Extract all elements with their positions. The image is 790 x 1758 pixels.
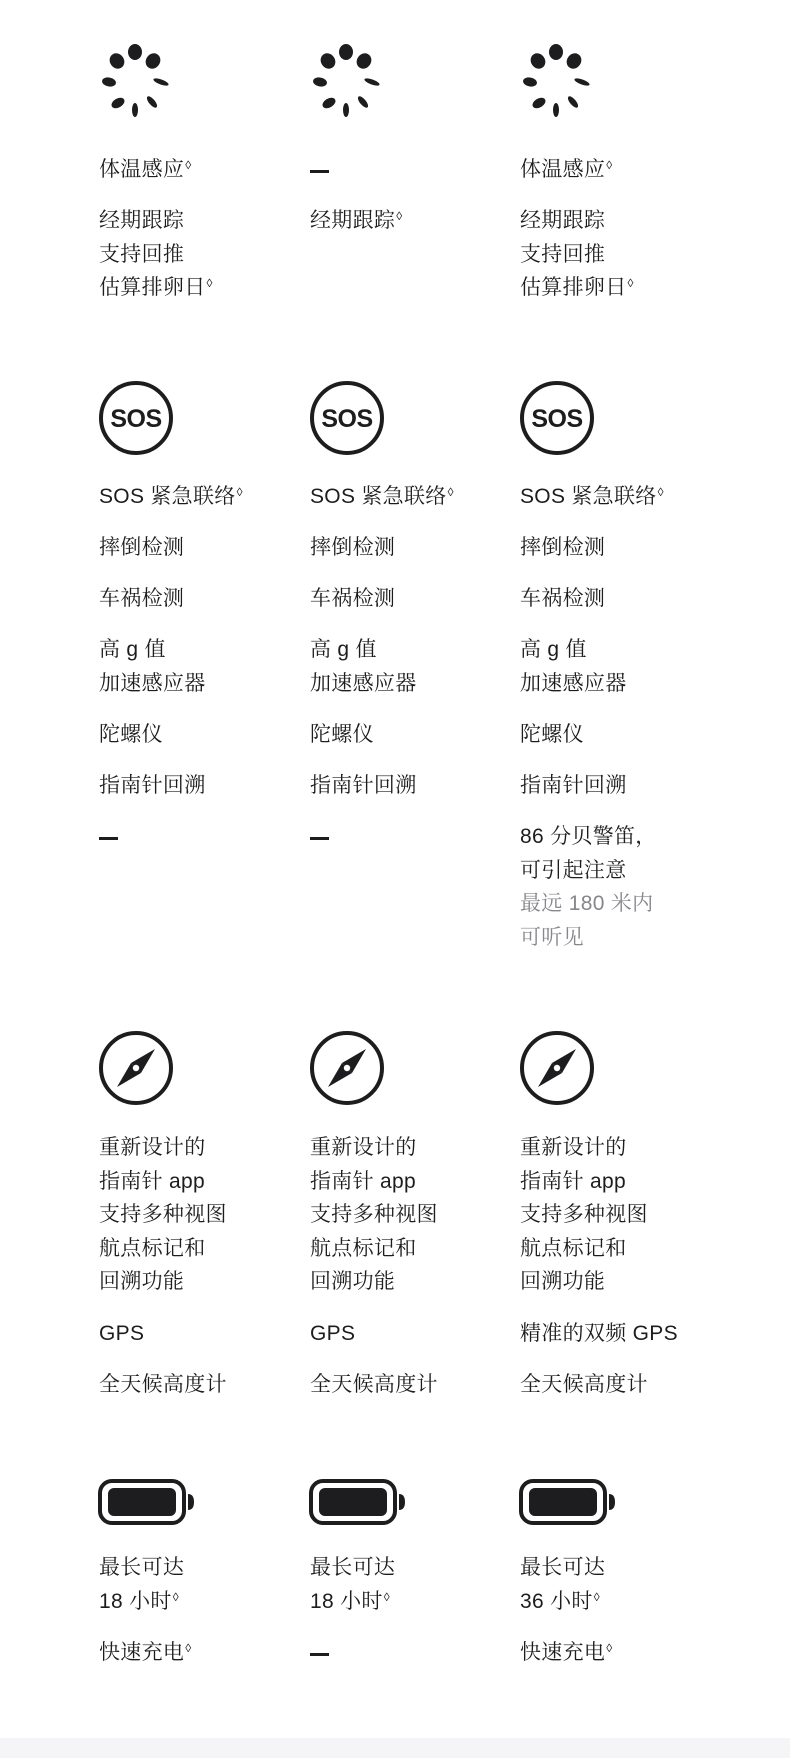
temperature-sensing-icon xyxy=(516,42,596,127)
crash-detection-label xyxy=(99,582,184,616)
footnote-mark: ◊ xyxy=(627,276,634,290)
high-g-accelerometer-label-line: 加速感应器 xyxy=(99,671,206,695)
fall-detection-label-line: 摔倒检测 xyxy=(520,536,606,559)
high-g-accelerometer-label-line: 高 g 值 xyxy=(520,638,587,661)
cycle-tracking-label-line: 经期跟踪 xyxy=(99,209,185,232)
footnote-mark: ◊ xyxy=(593,1589,600,1604)
high-g-accelerometer-label xyxy=(520,633,627,700)
battery-life-label-line: 18 小时 xyxy=(310,1589,383,1613)
sos-label xyxy=(520,480,664,514)
siren-label xyxy=(99,820,118,854)
backtrack-label xyxy=(99,769,206,803)
crash-detection-label xyxy=(520,582,605,616)
fast-charge-label-line: 快速充电 xyxy=(99,1641,185,1664)
compass-icon xyxy=(519,1030,597,1113)
compass-icon xyxy=(309,1030,387,1113)
gps-label-line: GPS xyxy=(99,1322,145,1345)
gps-label xyxy=(310,1317,355,1351)
altimeter-label-line: 全天候高度计 xyxy=(520,1373,648,1396)
high-g-accelerometer-label-line: 高 g 值 xyxy=(310,638,377,661)
compass-app-label-line: 支持多种视图 xyxy=(99,1203,227,1226)
battery-life-label xyxy=(99,1551,184,1618)
dash-not-available xyxy=(310,1653,329,1656)
footnote-mark: ◊ xyxy=(185,158,192,172)
battery-life-label xyxy=(520,1551,605,1618)
siren-label xyxy=(310,820,329,854)
high-g-accelerometer-label-line: 加速感应器 xyxy=(520,671,627,695)
battery-icon xyxy=(97,1478,197,1531)
temperature-sensing-label xyxy=(99,153,191,187)
cycle-tracking-label-line: 支持回推 xyxy=(99,242,185,266)
footnote-mark: ◊ xyxy=(657,485,664,499)
fall-detection-label xyxy=(520,531,605,565)
compass-app-label-line: 回溯功能 xyxy=(520,1270,606,1293)
compass-app-label xyxy=(520,1131,648,1299)
high-g-accelerometer-label-line: 高 g 值 xyxy=(99,638,166,661)
fall-detection-label xyxy=(310,531,395,565)
fall-detection-label-line: 摔倒检测 xyxy=(310,536,396,559)
footnote-mark: ◊ xyxy=(172,1589,179,1604)
dash-not-available xyxy=(310,837,329,840)
altimeter-label-line: 全天候高度计 xyxy=(310,1373,438,1396)
crash-detection-label-line: 车祸检测 xyxy=(310,587,396,610)
svg-text:SOS: SOS xyxy=(110,405,162,433)
cycle-tracking-label-line: 经期跟踪 xyxy=(520,209,606,232)
fall-detection-label xyxy=(99,531,184,565)
compass-app-label-line: 指南针 app xyxy=(99,1169,205,1193)
battery-life-label-line: 18 小时 xyxy=(99,1589,172,1613)
footnote-mark: ◊ xyxy=(236,485,243,499)
compass-app-label-line: 重新设计的 xyxy=(520,1136,627,1159)
gps-label-line: 精准的双频 GPS xyxy=(520,1322,678,1345)
compass-app-label-line: 指南针 app xyxy=(310,1169,416,1193)
crash-detection-label-line: 车祸检测 xyxy=(99,587,185,610)
sos-icon xyxy=(98,380,176,463)
altimeter-label xyxy=(310,1368,438,1402)
gyroscope-label-line: 陀螺仪 xyxy=(310,723,374,746)
compass-app-label-line: 航点标记和 xyxy=(520,1236,627,1260)
fast-charge-label xyxy=(520,1636,612,1670)
footnote-mark: ◊ xyxy=(185,1641,192,1655)
compass-app-label xyxy=(310,1131,438,1299)
fast-charge-label xyxy=(99,1636,191,1670)
backtrack-label-line: 指南针回溯 xyxy=(99,774,206,797)
backtrack-label-line: 指南针回溯 xyxy=(310,774,417,797)
gyroscope-label-line: 陀螺仪 xyxy=(520,723,584,746)
footer-band xyxy=(0,1738,790,1758)
fast-charge-label xyxy=(310,1636,329,1670)
siren-label xyxy=(520,820,657,887)
gyroscope-label xyxy=(520,718,584,752)
altimeter-label xyxy=(99,1368,227,1402)
sos-label xyxy=(99,480,243,514)
battery-life-label-line: 最长可达 xyxy=(99,1556,185,1579)
dash-not-available xyxy=(99,837,118,840)
battery-life-label-line: 最长可达 xyxy=(310,1556,396,1579)
high-g-accelerometer-label-line: 加速感应器 xyxy=(310,671,417,695)
sos-label-line: SOS 紧急联络 xyxy=(310,485,447,508)
siren-label-line: 86 分贝警笛， xyxy=(520,825,657,848)
cycle-tracking-label-line: 经期跟踪 xyxy=(310,209,396,232)
footnote-mark: ◊ xyxy=(396,209,403,223)
altimeter-label-line: 全天候高度计 xyxy=(99,1373,227,1396)
high-g-accelerometer-label xyxy=(310,633,417,700)
temperature-sensing-label xyxy=(520,153,612,187)
battery-icon xyxy=(308,1478,408,1531)
compass-app-label-line: 指南针 app xyxy=(520,1169,626,1193)
gps-label xyxy=(99,1317,144,1351)
temperature-sensing-label-line: 体温感应 xyxy=(99,158,185,181)
altimeter-label xyxy=(520,1368,648,1402)
battery-life-label-line: 36 小时 xyxy=(520,1589,593,1613)
fast-charge-label-line: 快速充电 xyxy=(520,1641,606,1664)
fall-detection-label-line: 摔倒检测 xyxy=(99,536,185,559)
compass-app-label-line: 航点标记和 xyxy=(310,1236,417,1260)
temperature-sensing-label xyxy=(310,153,329,187)
backtrack-label xyxy=(520,769,627,803)
gyroscope-label xyxy=(99,718,163,752)
footnote-mark: ◊ xyxy=(383,1589,390,1604)
compass-app-label-line: 航点标记和 xyxy=(99,1236,206,1260)
siren-range-note-line: 最远 180 米内 xyxy=(520,892,654,915)
sos-label-line: SOS 紧急联络 xyxy=(99,485,236,508)
gps-label-line: GPS xyxy=(310,1322,356,1345)
compass-icon xyxy=(98,1030,176,1113)
sos-label xyxy=(310,480,454,514)
cycle-tracking-label-line: 估算排卵日 xyxy=(520,276,627,299)
compass-app-label-line: 重新设计的 xyxy=(310,1136,417,1159)
temperature-sensing-icon xyxy=(306,42,386,127)
footnote-mark: ◊ xyxy=(606,1641,613,1655)
gyroscope-label xyxy=(310,718,374,752)
backtrack-label xyxy=(310,769,417,803)
gps-label xyxy=(520,1317,678,1351)
compass-app-label xyxy=(99,1131,227,1299)
siren-range-note xyxy=(520,887,653,954)
high-g-accelerometer-label xyxy=(99,633,206,700)
battery-life-label-line: 最长可达 xyxy=(520,1556,606,1579)
footnote-mark: ◊ xyxy=(447,485,454,499)
temperature-sensing-label-line: 体温感应 xyxy=(520,158,606,181)
gyroscope-label-line: 陀螺仪 xyxy=(99,723,163,746)
footnote-mark: ◊ xyxy=(606,158,613,172)
cycle-tracking-label-line: 支持回推 xyxy=(520,242,606,266)
sos-label-line: SOS 紧急联络 xyxy=(520,485,657,508)
cycle-tracking-label xyxy=(520,204,634,305)
compass-app-label-line: 重新设计的 xyxy=(99,1136,206,1159)
backtrack-label-line: 指南针回溯 xyxy=(520,774,627,797)
sos-icon xyxy=(519,380,597,463)
crash-detection-label-line: 车祸检测 xyxy=(520,587,606,610)
compass-app-label-line: 回溯功能 xyxy=(99,1270,185,1293)
battery-icon xyxy=(518,1478,618,1531)
cycle-tracking-label-line: 估算排卵日 xyxy=(99,276,206,299)
temperature-sensing-icon xyxy=(95,42,175,127)
footnote-mark: ◊ xyxy=(206,276,213,290)
svg-text:SOS: SOS xyxy=(531,405,583,433)
compass-app-label-line: 支持多种视图 xyxy=(520,1203,648,1226)
cycle-tracking-label xyxy=(99,204,213,305)
sos-icon xyxy=(309,380,387,463)
cycle-tracking-label xyxy=(310,204,402,238)
crash-detection-label xyxy=(310,582,395,616)
siren-label-line: 可引起注意 xyxy=(520,858,627,882)
svg-text:SOS: SOS xyxy=(321,405,373,433)
battery-life-label xyxy=(310,1551,395,1618)
compass-app-label-line: 回溯功能 xyxy=(310,1270,396,1293)
siren-range-note-line: 可听见 xyxy=(520,925,584,949)
dash-not-available xyxy=(310,170,329,173)
compass-app-label-line: 支持多种视图 xyxy=(310,1203,438,1226)
